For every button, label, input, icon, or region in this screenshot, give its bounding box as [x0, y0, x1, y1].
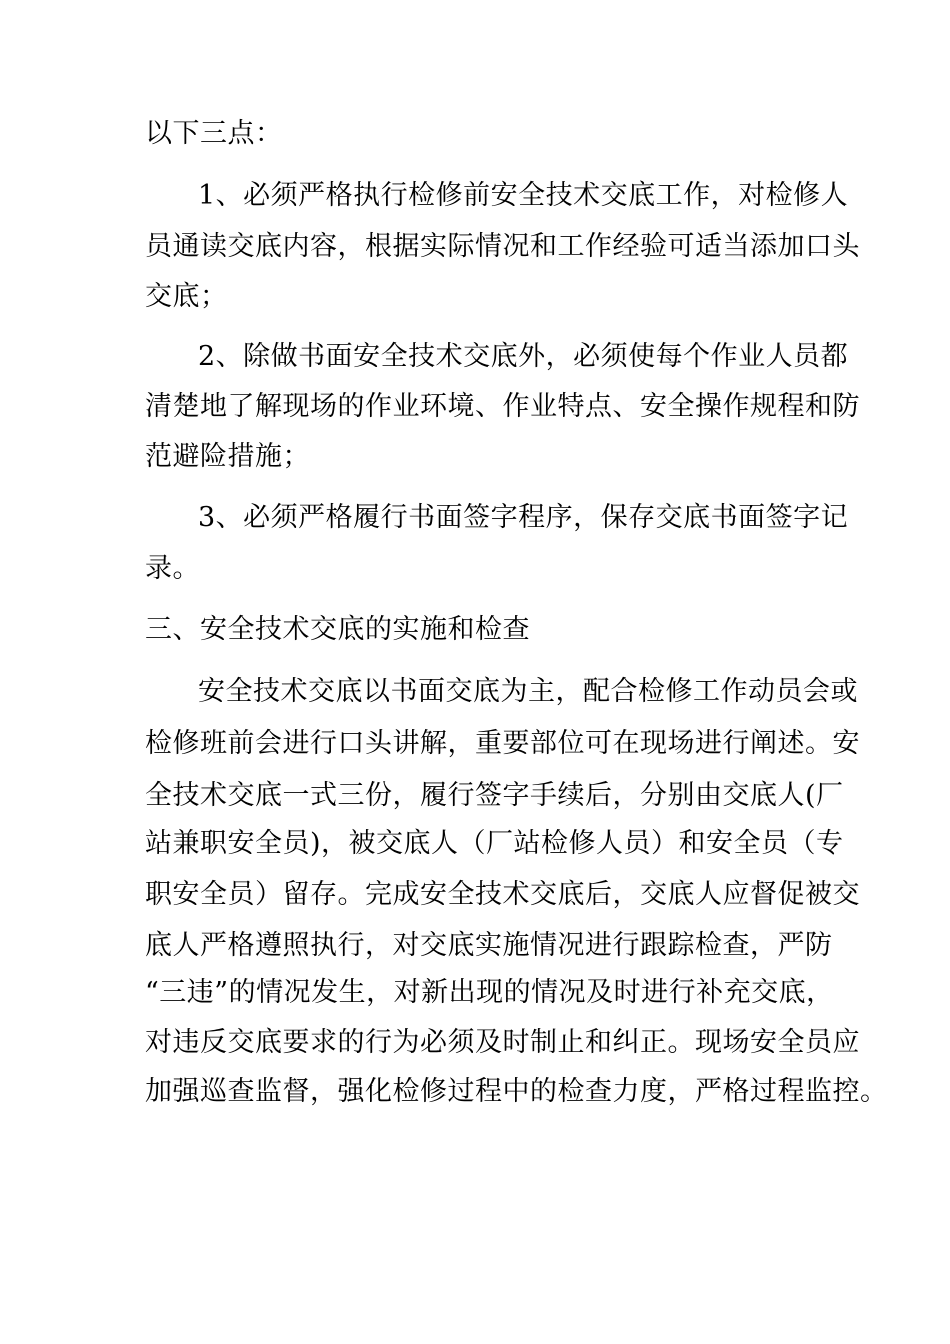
text-line: 职安全员）留存。完成安全技术交底后，交底人应督促被交 — [145, 879, 860, 910]
text-line: “三违”的情况发生，对新出现的情况及时进行补充交底， — [145, 977, 834, 1008]
text-line: 检修班前会进行口头讲解，重要部位可在现场进行阐述。安 — [145, 728, 860, 759]
text-line: 员通读交底内容，根据实际情况和工作经验可适当添加口头 — [145, 231, 860, 262]
text-line: 加强巡查监督，强化检修过程中的检查力度，严格过程监控。 — [145, 1076, 888, 1107]
text-line: 安全技术交底以书面交底为主，配合检修工作动员会或 — [198, 676, 858, 707]
text-line: 交底； — [145, 281, 228, 312]
text-line: 录。 — [145, 553, 200, 584]
text-line: 2、除做书面安全技术交底外，必须使每个作业人员都 — [198, 341, 849, 372]
text-line: 清楚地了解现场的作业环境、作业特点、安全操作规程和防 — [145, 391, 860, 422]
text-line: 对违反交底要求的行为必须及时制止和纠正。现场安全员应 — [145, 1027, 860, 1058]
text-line: 范避险措施； — [145, 441, 310, 472]
text-line: 全技术交底一式三份，履行签字手续后，分别由交底人(厂 — [145, 780, 844, 811]
text-line: 站兼职安全员)，被交底人（厂站检修人员）和安全员（专 — [145, 828, 844, 859]
text-line: 1、必须严格执行检修前安全技术交底工作，对检修人 — [198, 180, 849, 211]
text-line: 3、必须严格履行书面签字程序，保存交底书面签字记 — [198, 502, 849, 533]
text-line: 以下三点： — [145, 118, 283, 149]
section-heading: 三、安全技术交底的实施和检查 — [145, 614, 530, 645]
text-line: 底人严格遵照执行，对交底实施情况进行跟踪检查，严防 — [145, 930, 833, 961]
